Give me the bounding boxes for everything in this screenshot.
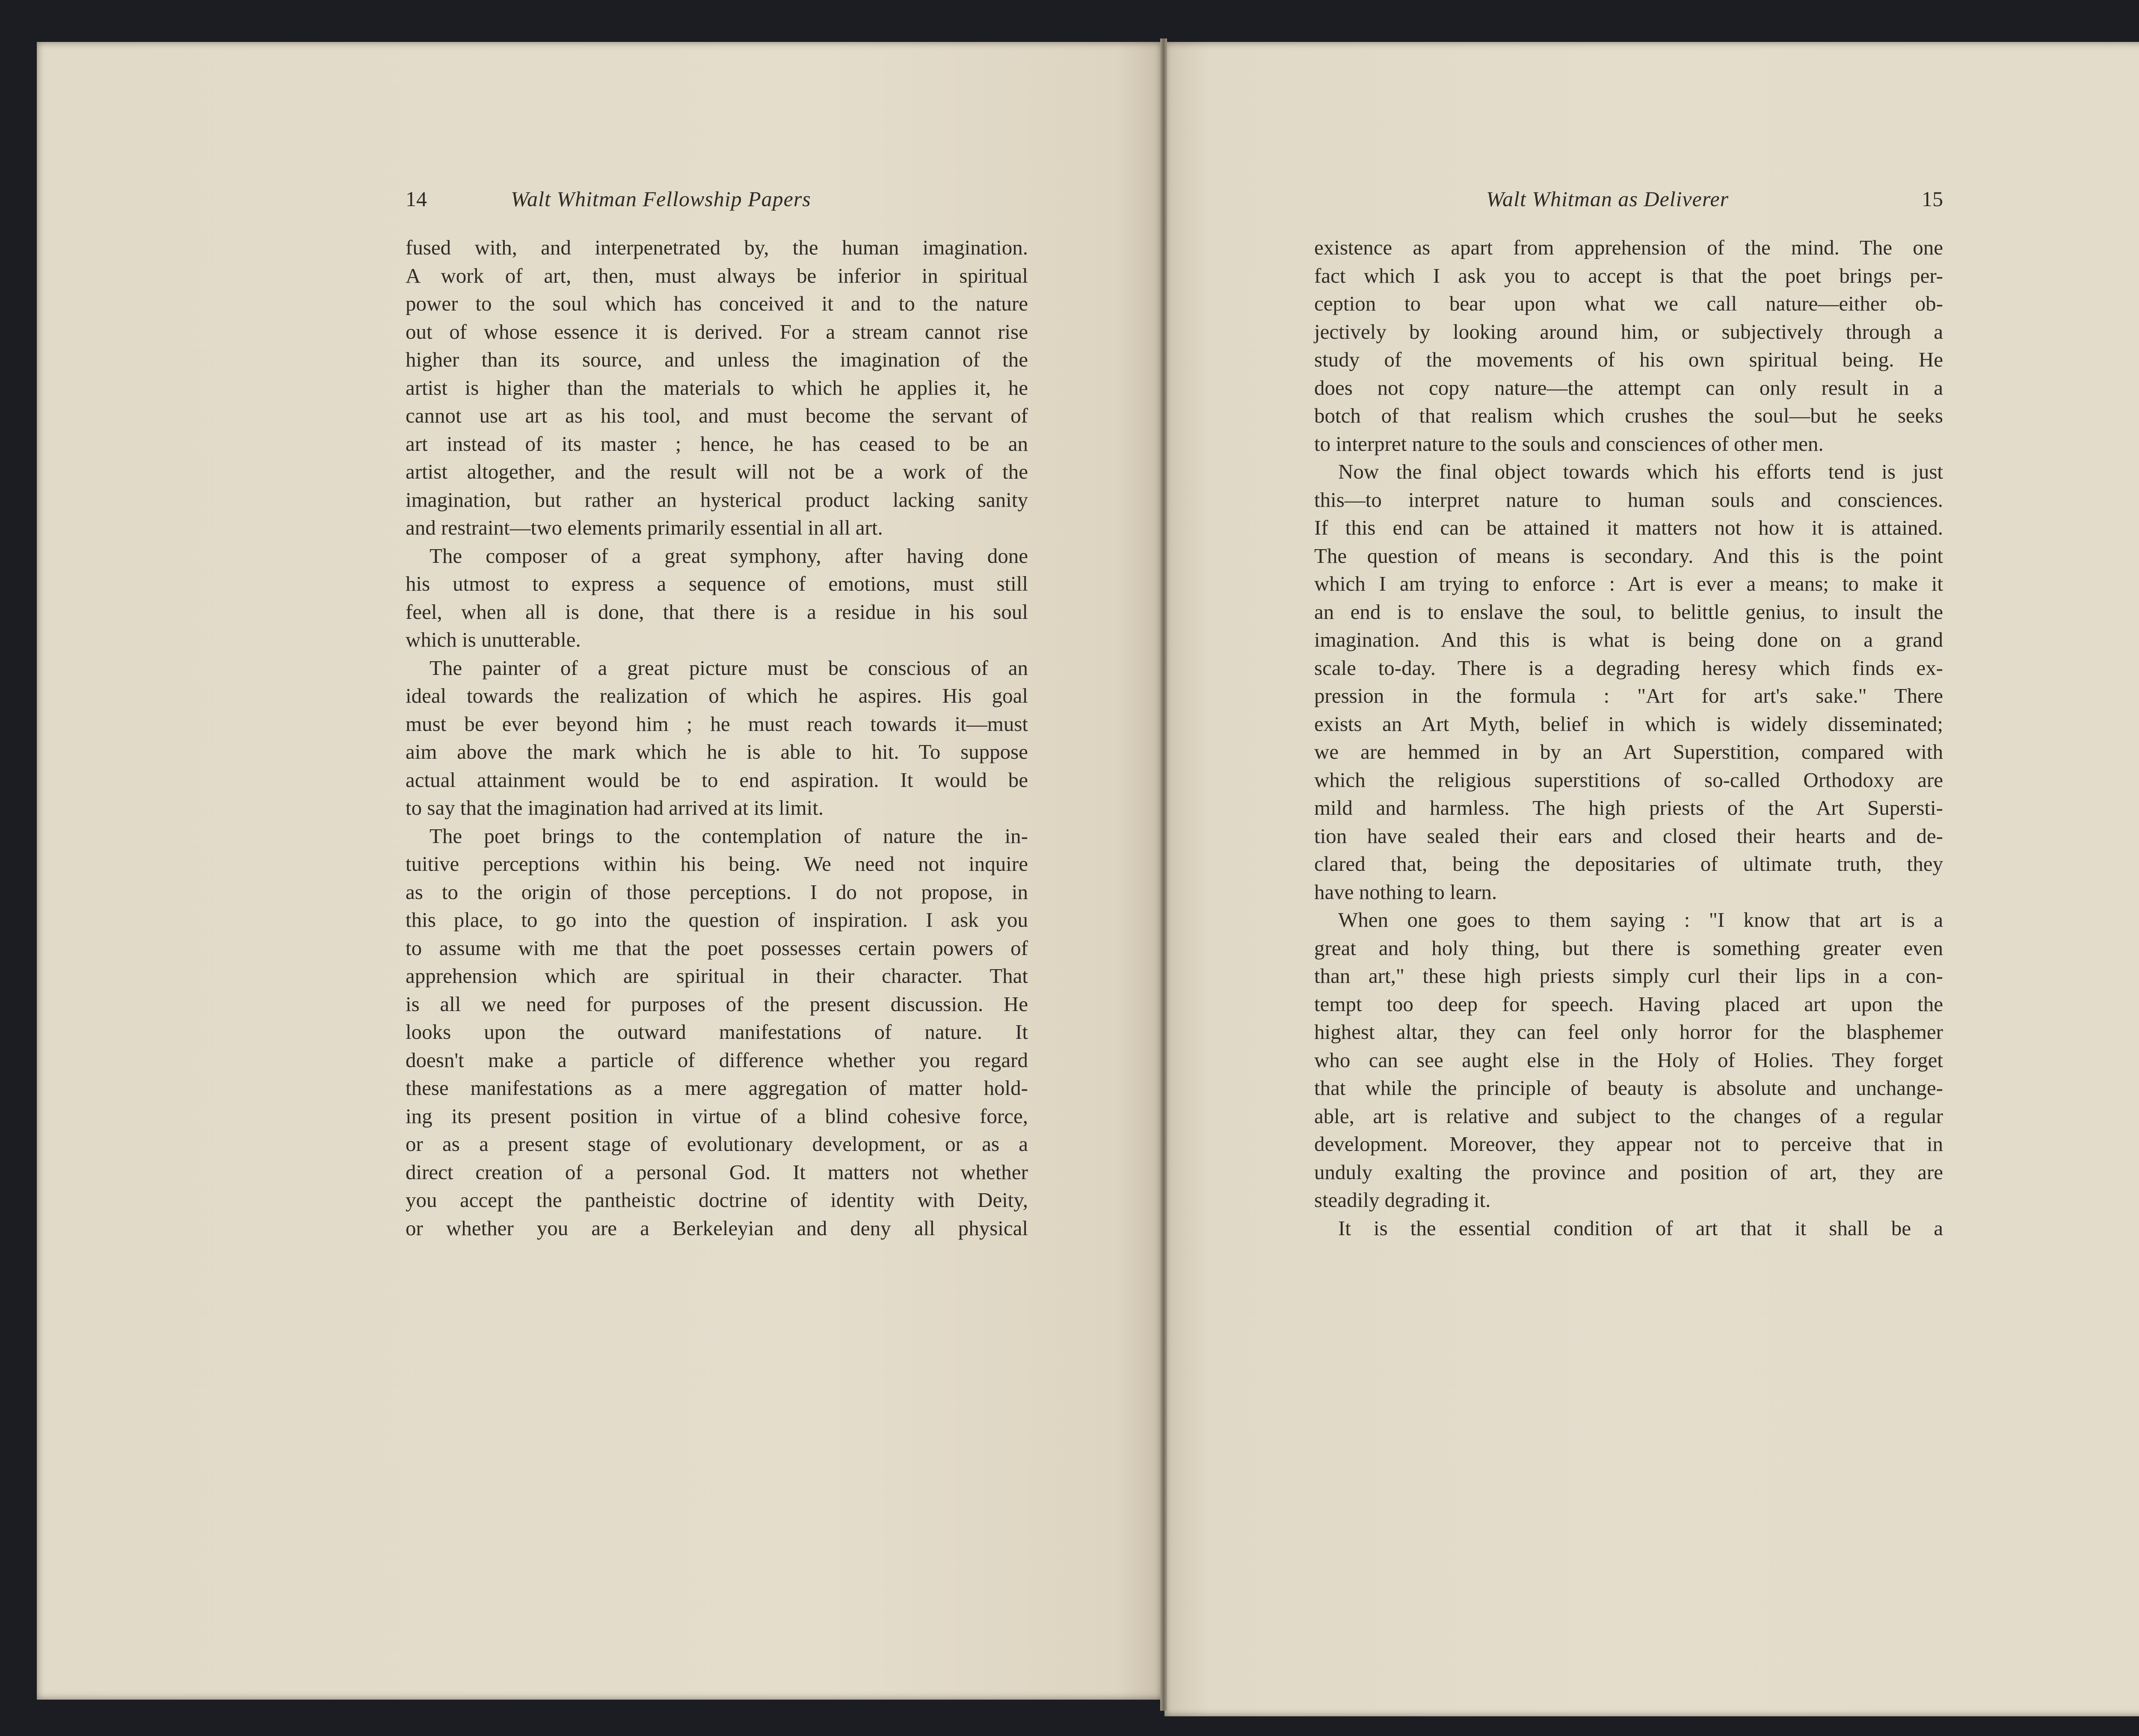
text-line: great and holy thing, but there is something greater even	[1314, 936, 1943, 960]
text-line: steadily degrading it.	[1314, 1188, 1491, 1212]
text-line: The question of means is secondary. And this is the point	[1314, 544, 1943, 568]
text-line: mild and harmless. The high priests of the Art Supersti-	[1314, 796, 1943, 819]
text-line: feel, when all is done, that there is a residue in his soul	[406, 600, 1028, 624]
text-line: power to the soul which has conceived it and to the nature	[406, 292, 1028, 315]
text-line: these manifestations as a mere aggregation of matter hold-	[406, 1076, 1028, 1100]
text-line: imagination, but rather an hysterical product lacking sanity	[406, 488, 1028, 512]
text-line: we are hemmed in by an Art Superstition, compared with	[1314, 740, 1943, 763]
text-line: and restraint—two elements primarily essential in all art.	[406, 516, 883, 539]
text-line: to say that the imagination had arrived at its limit.	[406, 796, 824, 819]
right-page-number: 15	[1922, 187, 1943, 211]
text-line: aim above the mark which he is able to hit. To suppose	[406, 740, 1028, 763]
text-line: which the religious superstitions of so-called Orthodoxy are	[1314, 768, 1943, 792]
right-running-head: Walt Whitman as Deliverer	[1486, 187, 1729, 211]
text-line: artist altogether, and the result will not be a work of the	[406, 460, 1028, 483]
text-line: jectively by looking around him, or subjectively through a	[1314, 319, 1943, 343]
text-line: doesn't make a particle of difference whether you regard	[406, 1048, 1028, 1072]
text-line: direct creation of a personal God. It matters not whether	[406, 1160, 1028, 1184]
text-line: to interpret nature to the souls and consciences of other men.	[1314, 432, 1824, 455]
text-line: A work of art, then, must always be inferior in spiritual	[406, 263, 1028, 287]
text-line: have nothing to learn.	[1314, 880, 1497, 904]
text-line: his utmost to express a sequence of emotions, must still	[406, 572, 1028, 595]
book-gutter	[1160, 38, 1167, 1711]
text-line: able, art is relative and subject to the changes of a regular	[1314, 1104, 1943, 1128]
text-line: Now the final object towards which his efforts tend is just	[1338, 460, 1943, 483]
text-line: tion have sealed their ears and closed their hearts and de-	[1314, 824, 1943, 848]
text-line: higher than its source, and unless the imagination of the	[406, 348, 1028, 371]
text-line: tuitive perceptions within his being. We need not inquire	[406, 852, 1028, 875]
text-line: must be ever beyond him ; he must reach towards it—must	[406, 712, 1028, 736]
left-running-head: Walt Whitman Fellowship Papers	[511, 187, 811, 211]
text-line: clared that, being the depositaries of ultimate truth, they	[1314, 852, 1943, 875]
text-line: existence as apart from apprehension of the mind. The one	[1314, 236, 1943, 259]
text-line: you accept the pantheistic doctrine of identity with Deity,	[406, 1188, 1028, 1212]
text-line: out of whose essence it is derived. For a stream cannot rise	[406, 319, 1028, 343]
text-line: that while the principle of beauty is absolute and unchange-	[1314, 1076, 1943, 1100]
text-line: pression in the formula : "Art for art's sake." There	[1314, 684, 1943, 707]
text-line: as to the origin of those perceptions. I do not propose, in	[406, 880, 1028, 904]
text-line: It is the essential condition of art that it shall be a	[1338, 1216, 1943, 1240]
text-line: ing its present position in virtue of a blind cohesive force,	[406, 1104, 1028, 1128]
left-page-number: 14	[406, 187, 427, 211]
text-line: fused with, and interpenetrated by, the human imagination.	[406, 236, 1028, 259]
text-line: If this end can be attained it matters not how it is attained.	[1314, 516, 1943, 539]
text-line: than art," these high priests simply curl their lips in a con-	[1314, 964, 1943, 988]
text-line: ideal towards the realization of which he aspires. His goal	[406, 684, 1028, 707]
text-line: highest altar, they can feel only horror for the blasphemer	[1314, 1020, 1943, 1044]
text-line: fact which I ask you to accept is that the poet brings per-	[1314, 263, 1943, 287]
text-line: artist is higher than the materials to which he applies it, he	[406, 376, 1028, 399]
text-line: or whether you are a Berkeleyian and deny all physical	[406, 1216, 1028, 1240]
text-line: When one goes to them saying : "I know that art is a	[1338, 908, 1943, 932]
text-line: The painter of a great picture must be conscious of an	[430, 656, 1028, 680]
text-line: this—to interpret nature to human souls and consciences.	[1314, 488, 1943, 512]
right-page-header	[1314, 186, 1943, 225]
text-line: The poet brings to the contemplation of nature the in-	[430, 824, 1028, 848]
text-line: actual attainment would be to end aspiration. It would be	[406, 768, 1028, 792]
text-line: exists an Art Myth, belief in which is widely disseminated;	[1314, 712, 1943, 736]
text-line: ception to bear upon what we call nature—either ob-	[1314, 292, 1943, 315]
text-line: is all we need for purposes of the present discussion. He	[406, 992, 1028, 1016]
text-line: botch of that realism which crushes the soul—but he seeks	[1314, 404, 1943, 427]
text-line: art instead of its master ; hence, he has ceased to be an	[406, 432, 1028, 455]
text-line: which is unutterable.	[406, 628, 581, 651]
text-line: cannot use art as his tool, and must become the servant of	[406, 404, 1028, 427]
text-line: tempt too deep for speech. Having placed art upon the	[1314, 992, 1943, 1016]
left-page-header	[406, 186, 1028, 225]
left-page-body-text	[406, 234, 1028, 1242]
text-line: who can see aught else in the Holy of Holies. They forget	[1314, 1048, 1943, 1072]
text-line: apprehension which are spiritual in their character. That	[406, 964, 1028, 988]
text-line: or as a present stage of evolutionary development, or as a	[406, 1132, 1028, 1156]
text-line: to assume with me that the poet possesses certain powers of	[406, 936, 1028, 960]
text-line: development. Moreover, they appear not to perceive that in	[1314, 1132, 1943, 1156]
text-line: does not copy nature—the attempt can only result in a	[1314, 376, 1943, 399]
text-line: scale to-day. There is a degrading heresy which finds ex-	[1314, 656, 1943, 680]
text-line: looks upon the outward manifestations of nature. It	[406, 1020, 1028, 1044]
text-line: an end is to enslave the soul, to belittle genius, to insult the	[1314, 600, 1943, 624]
text-line: which I am trying to enforce : Art is ever a means; to make it	[1314, 572, 1943, 595]
right-page-body-text	[1314, 234, 1943, 1242]
text-line: this place, to go into the question of inspiration. I ask you	[406, 908, 1028, 932]
text-line: imagination. And this is what is being done on a grand	[1314, 628, 1943, 651]
text-line: The composer of a great symphony, after having done	[430, 544, 1028, 568]
text-line: unduly exalting the province and position of art, they are	[1314, 1160, 1943, 1184]
text-line: study of the movements of his own spiritual being. He	[1314, 348, 1943, 371]
